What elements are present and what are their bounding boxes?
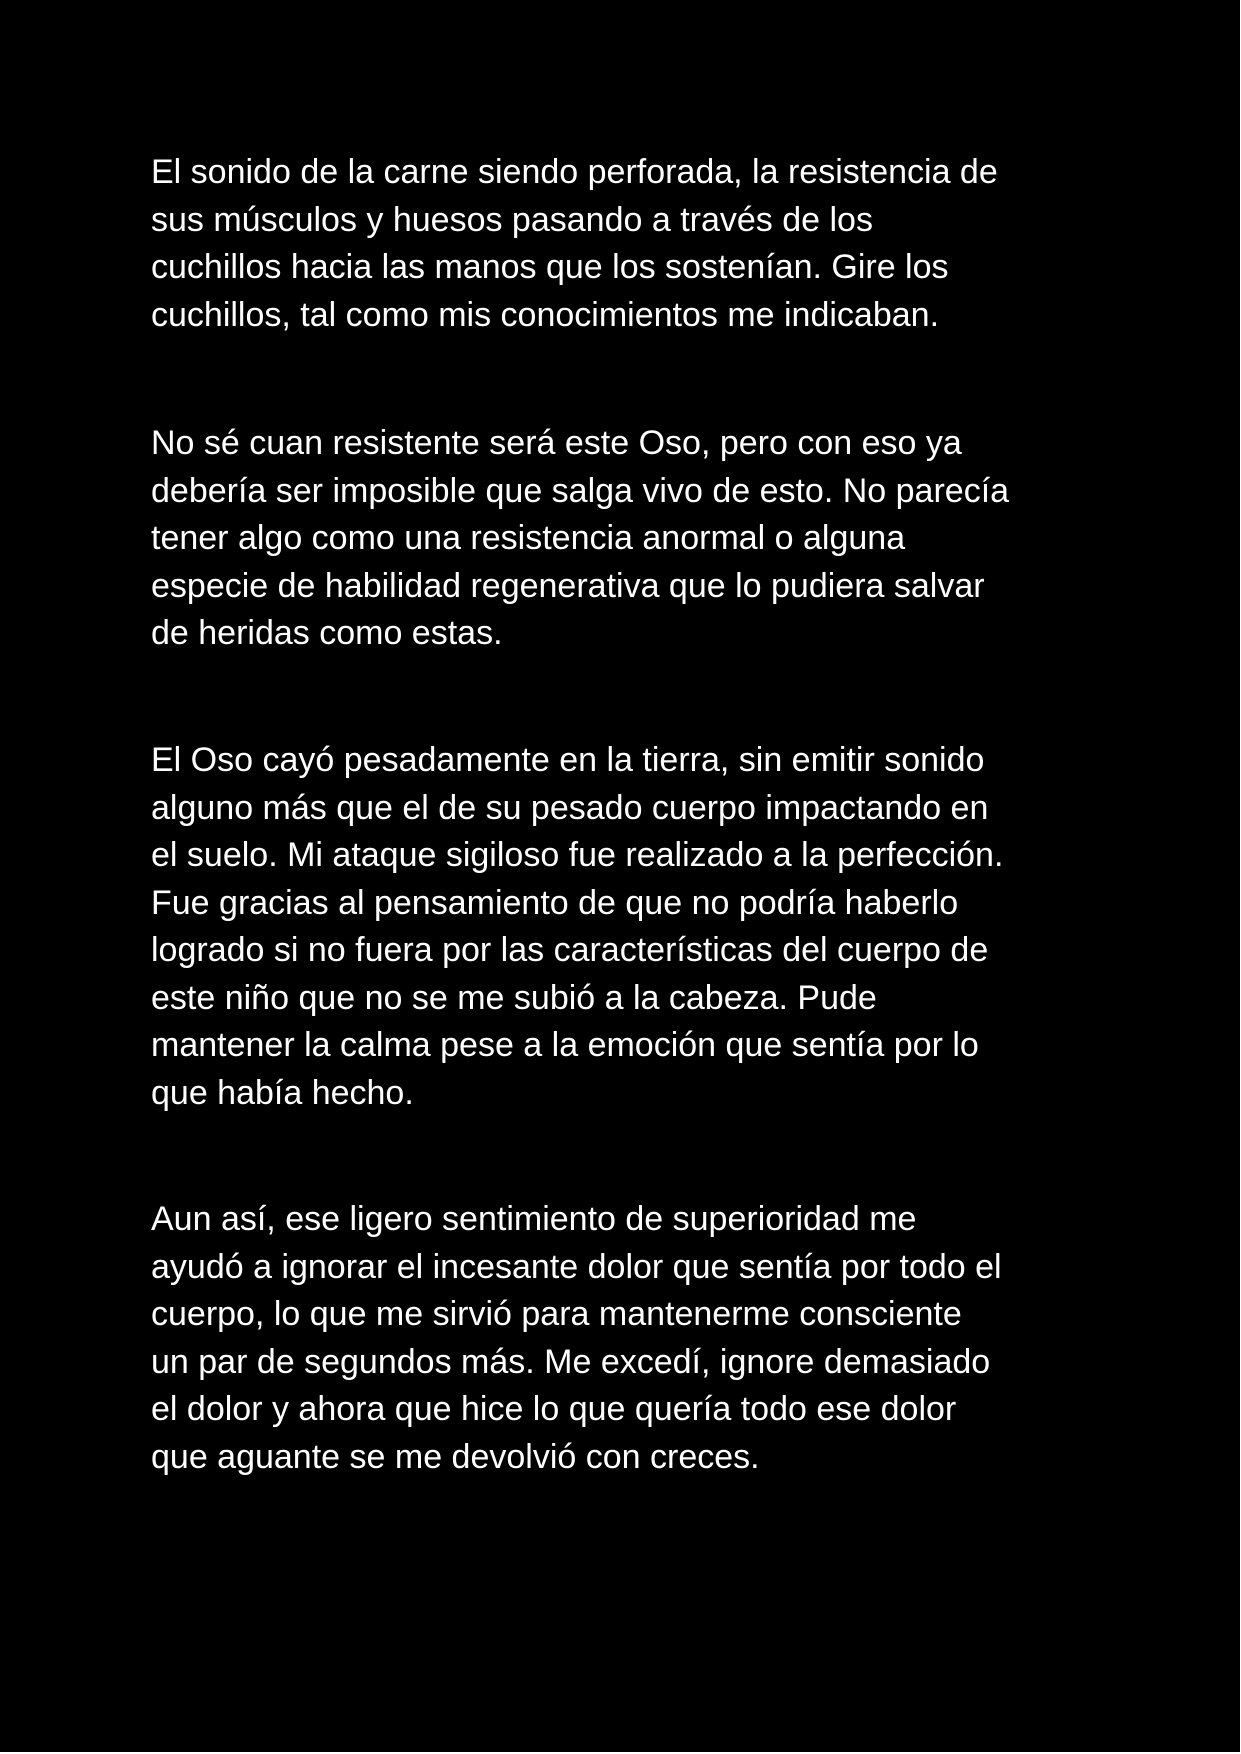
text-line: especie de habilidad regenerativa que lo pudiera salvar xyxy=(151,566,985,605)
text-line: alguno más que el de su pesado cuerpo impactando en xyxy=(151,788,989,827)
text-line: mantener la calma pese a la emoción que sentía por lo xyxy=(151,1026,979,1064)
text-line: que aguante se me devolvió con creces. xyxy=(151,1437,760,1476)
text-line: este niño que no se me subió a la cabeza. Pude xyxy=(151,978,877,1017)
text-line: tener algo como una resistencia anormal o alguna xyxy=(151,519,906,557)
text-line: debería ser imposible que salga vivo de esto. No parecía xyxy=(151,471,1010,510)
paragraph-4 xyxy=(151,1196,1002,1481)
text-line: cuchillos hacia las manos que los sostenían. Gire los xyxy=(151,248,949,286)
text-line: que había hecho. xyxy=(151,1073,414,1112)
text-line: logrado si no fuera por las características del cuerpo de xyxy=(151,931,989,969)
text-line: sus músculos y huesos pasando a través de los xyxy=(151,200,873,239)
text-line: cuerpo, lo que me sirvió para mantenerme consciente xyxy=(151,1295,962,1333)
text-line: el suelo. Mi ataque sigiloso fue realizado a la perfección. xyxy=(151,836,1004,874)
text-line: El sonido de la carne siendo perforada, la resistencia de xyxy=(151,153,998,191)
text-line: Fue gracias al pensamiento de que no podría haberlo xyxy=(151,883,959,922)
text-line: El Oso cayó pesadamente en la tierra, sin emitir sonido xyxy=(151,741,985,779)
text-line: ayudó a ignorar el incesante dolor que sentía por todo el xyxy=(151,1247,1002,1286)
paragraph-2 xyxy=(151,420,1009,658)
text-line: un par de segundos más. Me excedí, ignore demasiado xyxy=(151,1342,991,1381)
text-line: el dolor y ahora que hice lo que quería todo ese dolor xyxy=(151,1390,957,1428)
paragraph-3 xyxy=(151,737,1003,1117)
text-line: de heridas como estas. xyxy=(151,614,503,652)
paragraph-1 xyxy=(151,149,998,339)
text-line: No sé cuan resistente será este Oso, pero con eso ya xyxy=(151,424,962,462)
text-line: cuchillos, tal como mis conocimientos me indicaban. xyxy=(151,295,940,334)
text-line: Aun así, ese ligero sentimiento de superioridad me xyxy=(151,1200,917,1238)
